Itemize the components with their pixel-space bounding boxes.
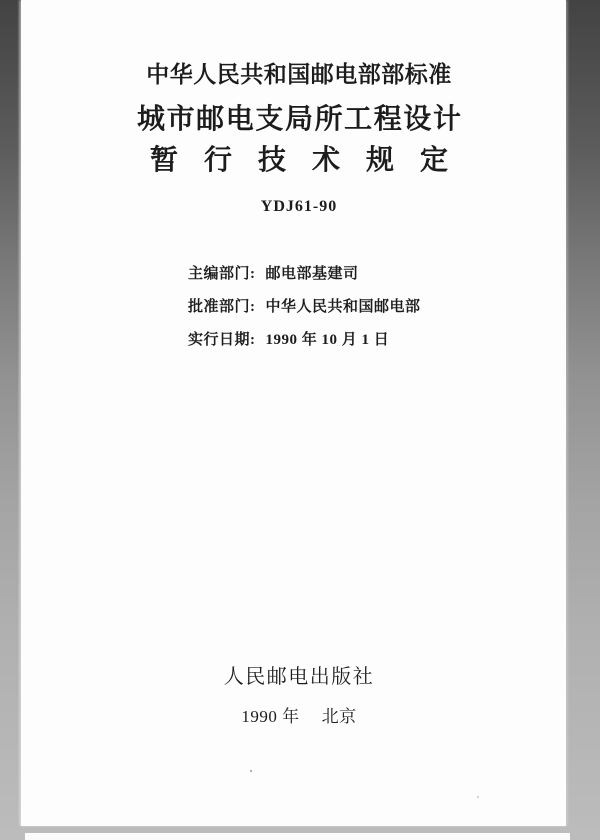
publisher-name: 人民邮电出版社 bbox=[223, 666, 375, 688]
document-title-line2: 暂行技术规定 bbox=[149, 145, 474, 176]
info-label: 主编部门: bbox=[188, 266, 256, 282]
info-row-editing-department bbox=[188, 262, 421, 283]
document-title-line1: 城市邮电支局所工程设计 bbox=[136, 104, 463, 135]
imprint-year: 1990 年 bbox=[241, 707, 300, 726]
document-page bbox=[21, 0, 566, 826]
info-row-approving-department bbox=[188, 295, 421, 316]
info-value: 邮电部基建司 bbox=[265, 266, 359, 282]
scan-speck bbox=[250, 770, 252, 772]
page-content bbox=[32, 0, 566, 826]
info-label: 实行日期: bbox=[188, 332, 256, 348]
standard-authority-heading: 中华人民共和国邮电部部标准 bbox=[146, 62, 452, 87]
info-label: 批准部门: bbox=[188, 299, 256, 315]
imprint-city: 北京 bbox=[321, 707, 357, 726]
imprint-line bbox=[32, 702, 566, 727]
info-value: 1990 年 10 月 1 日 bbox=[265, 332, 390, 348]
document-info-block bbox=[188, 262, 421, 361]
next-page-edge bbox=[25, 833, 570, 840]
scan-speck bbox=[477, 796, 479, 798]
info-value: 中华人民共和国邮电部 bbox=[265, 299, 421, 315]
standard-code: YDJ61-90 bbox=[260, 198, 338, 215]
info-row-effective-date bbox=[188, 328, 421, 349]
